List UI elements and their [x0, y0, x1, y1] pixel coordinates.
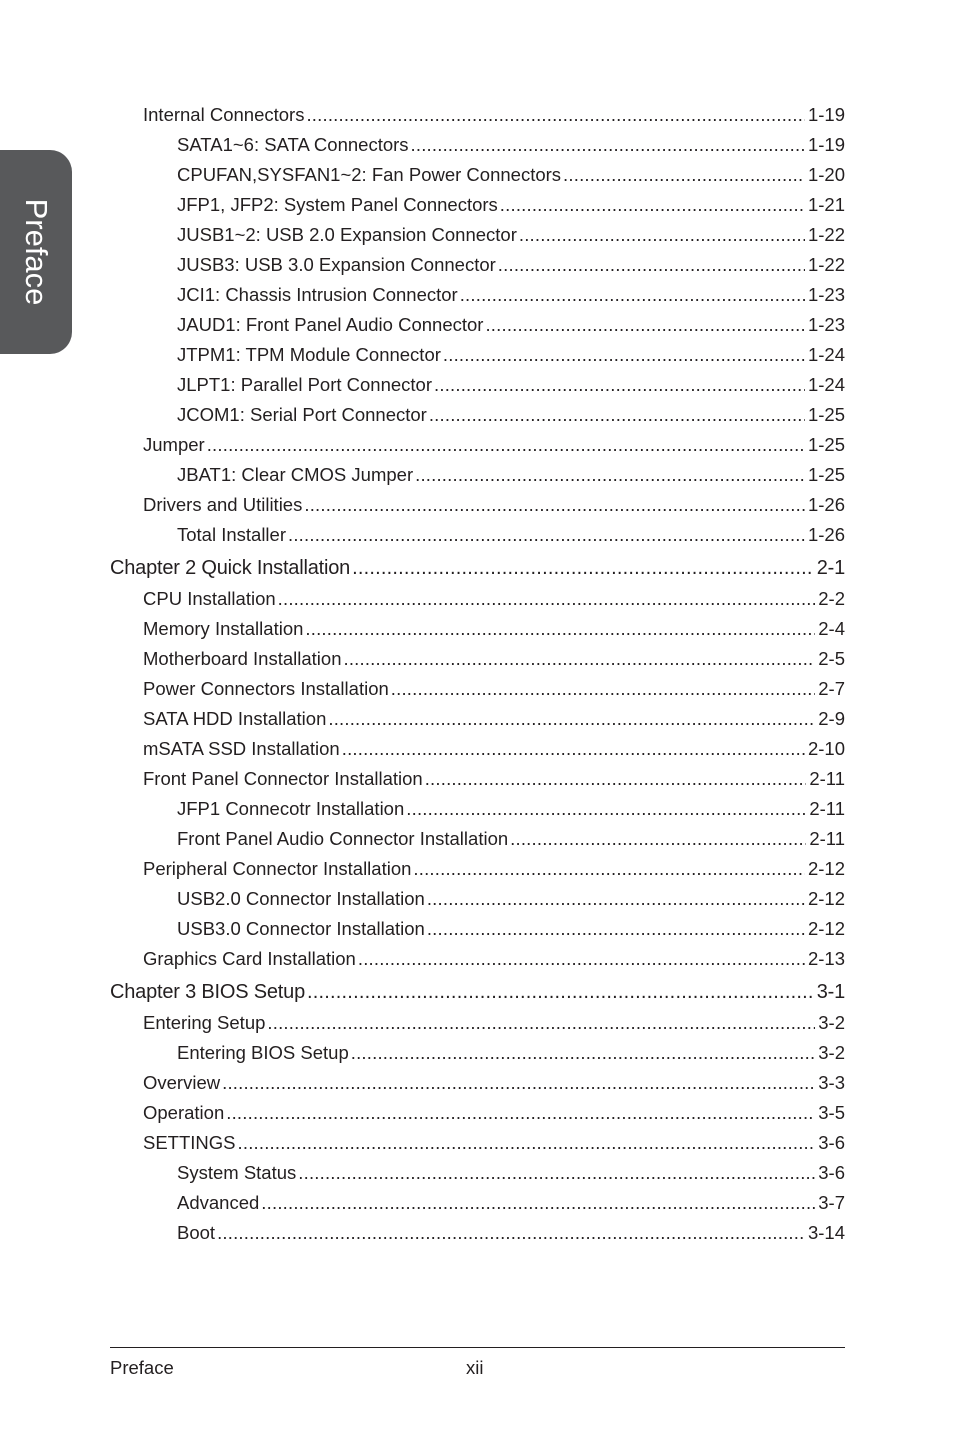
toc-entry-title: USB2.0 Connector Installation — [177, 888, 425, 909]
footer-section-name: Preface — [110, 1357, 174, 1378]
toc-entry[interactable] — [177, 251, 845, 281]
toc-dot-leader — [288, 521, 805, 549]
toc-entry[interactable] — [143, 705, 845, 735]
toc-entry-title: Entering BIOS Setup — [177, 1042, 349, 1063]
toc-entry-title: CPUFAN,SYSFAN1~2: Fan Power Connectors — [177, 164, 562, 185]
toc-dot-leader — [485, 311, 805, 339]
toc-entry[interactable] — [177, 281, 845, 311]
toc-entry[interactable] — [177, 521, 845, 551]
toc-entry-title: Graphics Card Installation — [143, 948, 356, 969]
toc-entry-title: Jumper — [143, 434, 205, 455]
toc-dot-leader — [307, 977, 814, 1007]
toc-entry-page: 3-14 — [807, 1222, 845, 1243]
toc-entry[interactable] — [143, 615, 845, 645]
toc-entry-page: 1-25 — [807, 404, 845, 425]
toc-entry-page: 2-12 — [807, 918, 845, 939]
toc-entry-page: 2-12 — [807, 888, 845, 909]
toc-entry[interactable] — [143, 431, 845, 461]
toc-dot-leader — [358, 945, 805, 973]
toc-entry[interactable] — [143, 101, 845, 131]
toc-entry[interactable] — [143, 1069, 845, 1099]
toc-entry[interactable] — [177, 191, 845, 221]
toc-dot-leader — [352, 553, 814, 583]
toc-entry-title: Front Panel Connector Installation — [143, 768, 423, 789]
footer-divider — [110, 1347, 845, 1348]
toc-dot-leader — [278, 585, 816, 613]
toc-dot-leader — [328, 705, 815, 733]
toc-entry-page: 3-6 — [818, 1132, 845, 1153]
toc-entry-title: Drivers and Utilities — [143, 494, 303, 515]
toc-entry-page: 2-13 — [807, 948, 845, 969]
toc-dot-leader — [413, 855, 805, 883]
toc-entry[interactable] — [177, 915, 845, 945]
toc-entry-page: 1-23 — [807, 284, 845, 305]
toc-dot-leader — [391, 675, 815, 703]
toc-dot-leader — [563, 161, 805, 189]
toc-entry-page: 3-1 — [816, 981, 845, 1003]
toc-entry-title: USB3.0 Connector Installation — [177, 918, 425, 939]
toc-entry-title: JLPT1: Parallel Port Connector — [177, 374, 433, 395]
toc-entry-page: 2-11 — [809, 798, 845, 819]
toc-entry-title: Entering Setup — [143, 1012, 266, 1033]
toc-entry[interactable] — [177, 1219, 845, 1249]
toc-entry-page: 2-12 — [807, 858, 845, 879]
toc-entry-page: 2-10 — [807, 738, 845, 759]
toc-entry-title: Chapter 2 Quick Installation — [110, 557, 351, 579]
toc-entry[interactable] — [143, 945, 845, 975]
toc-dot-leader — [298, 1159, 815, 1187]
toc-entry-page: 2-1 — [816, 557, 845, 579]
toc-dot-leader — [306, 101, 805, 129]
toc-entry-page: 1-22 — [807, 254, 845, 275]
toc-entry-page: 2-9 — [818, 708, 845, 729]
toc-entry-page: 1-25 — [807, 464, 845, 485]
toc-chapter-entry[interactable] — [110, 975, 845, 1009]
toc-dot-leader — [429, 401, 805, 429]
toc-entry-page: 2-11 — [809, 768, 845, 789]
toc-entry-page: 2-2 — [818, 588, 845, 609]
toc-dot-leader — [443, 341, 805, 369]
toc-entry-page: 1-25 — [807, 434, 845, 455]
toc-entry[interactable] — [143, 585, 845, 615]
toc-entry-page: 1-19 — [807, 104, 845, 125]
toc-entry-title: Power Connectors Installation — [143, 678, 389, 699]
toc-dot-leader — [238, 1129, 816, 1157]
toc-entry[interactable] — [177, 371, 845, 401]
toc-entry-page: 3-7 — [818, 1192, 845, 1213]
toc-entry-page: 3-3 — [818, 1072, 845, 1093]
toc-entry-title: System Status — [177, 1162, 297, 1183]
toc-entry[interactable] — [177, 161, 845, 191]
toc-entry-page: 1-23 — [807, 314, 845, 335]
toc-entry-title: Advanced — [177, 1192, 260, 1213]
toc-entry-page: 1-24 — [807, 374, 845, 395]
toc-entry-page: 1-26 — [807, 494, 845, 515]
toc-entry-page: 3-5 — [818, 1102, 845, 1123]
toc-entry[interactable] — [177, 461, 845, 491]
toc-dot-leader — [434, 371, 805, 399]
toc-dot-leader — [406, 795, 806, 823]
toc-entry[interactable] — [143, 1009, 845, 1039]
toc-entry-page: 2-7 — [818, 678, 845, 699]
toc-dot-leader — [411, 131, 805, 159]
toc-entry[interactable] — [177, 311, 845, 341]
toc-dot-leader — [427, 915, 805, 943]
toc-entry-page: 3-2 — [818, 1042, 845, 1063]
toc-dot-leader — [460, 281, 805, 309]
toc-entry-title: Memory Installation — [143, 618, 304, 639]
toc-entry[interactable] — [143, 735, 845, 765]
toc-entry[interactable] — [143, 1129, 845, 1159]
toc-entry-page: 1-19 — [807, 134, 845, 155]
toc-dot-leader — [343, 645, 815, 673]
toc-entry[interactable] — [143, 675, 845, 705]
toc-dot-leader — [261, 1189, 815, 1217]
toc-entry-title: CPU Installation — [143, 588, 276, 609]
toc-dot-leader — [207, 431, 805, 459]
toc-entry-title: JUSB1~2: USB 2.0 Expansion Connector — [177, 224, 517, 245]
toc-entry[interactable] — [143, 645, 845, 675]
toc-dot-leader — [415, 461, 805, 489]
toc-dot-leader — [498, 251, 805, 279]
toc-entry-page: 1-21 — [807, 194, 845, 215]
toc-entry[interactable] — [177, 1039, 845, 1069]
toc-entry[interactable] — [177, 885, 845, 915]
toc-dot-leader — [351, 1039, 816, 1067]
table-of-contents — [0, 101, 954, 1249]
toc-entry-title: Overview — [143, 1072, 221, 1093]
toc-entry-title: JFP1 Connecotr Installation — [177, 798, 405, 819]
toc-entry-title: JCOM1: Serial Port Connector — [177, 404, 427, 425]
toc-entry-title: Total Installer — [177, 524, 286, 545]
toc-dot-leader — [425, 765, 807, 793]
footer-page-number: xii — [466, 1357, 484, 1378]
toc-entry[interactable] — [177, 401, 845, 431]
toc-dot-leader — [427, 885, 805, 913]
toc-entry[interactable] — [143, 765, 845, 795]
toc-entry-page: 2-11 — [809, 828, 845, 849]
toc-entry-title: mSATA SSD Installation — [143, 738, 340, 759]
toc-entry-title: SETTINGS — [143, 1132, 236, 1153]
toc-entry-page: 1-24 — [807, 344, 845, 365]
toc-entry-title: JCI1: Chassis Intrusion Connector — [177, 284, 458, 305]
toc-entry[interactable] — [143, 491, 845, 521]
toc-dot-leader — [342, 735, 805, 763]
toc-entry-page: 1-20 — [807, 164, 845, 185]
toc-entry-title: JBAT1: Clear CMOS Jumper — [177, 464, 414, 485]
toc-entry-page: 2-5 — [818, 648, 845, 669]
toc-entry-title: Peripheral Connector Installation — [143, 858, 412, 879]
toc-entry-title: Motherboard Installation — [143, 648, 342, 669]
toc-entry[interactable] — [143, 1099, 845, 1129]
toc-entry-title: Chapter 3 BIOS Setup — [110, 981, 306, 1003]
toc-entry-page: 1-22 — [807, 224, 845, 245]
toc-entry[interactable] — [177, 825, 845, 855]
toc-dot-leader — [510, 825, 806, 853]
toc-entry-title: Boot — [177, 1222, 216, 1243]
toc-entry-title: JFP1, JFP2: System Panel Connectors — [177, 194, 498, 215]
toc-entry-title: Internal Connectors — [143, 104, 305, 125]
toc-entry[interactable] — [143, 855, 845, 885]
toc-entry-page: 2-4 — [818, 618, 845, 639]
toc-entry[interactable] — [177, 221, 845, 251]
toc-entry-title: SATA HDD Installation — [143, 708, 327, 729]
toc-dot-leader — [222, 1069, 815, 1097]
toc-entry-title: Operation — [143, 1102, 225, 1123]
toc-entry[interactable] — [177, 1159, 845, 1189]
toc-entry-title: JTPM1: TPM Module Connector — [177, 344, 441, 365]
toc-entry-title: JUSB3: USB 3.0 Expansion Connector — [177, 254, 496, 275]
side-tab-label: Preface — [19, 198, 54, 306]
toc-entry-title: JAUD1: Front Panel Audio Connector — [177, 314, 484, 335]
toc-dot-leader — [217, 1219, 805, 1247]
toc-dot-leader — [267, 1009, 815, 1037]
toc-dot-leader — [305, 615, 815, 643]
toc-chapter-entry[interactable] — [110, 551, 845, 585]
toc-dot-leader — [500, 191, 805, 219]
toc-entry-page: 3-2 — [818, 1012, 845, 1033]
toc-entry[interactable] — [177, 1189, 845, 1219]
toc-entry-title: SATA1~6: SATA Connectors — [177, 134, 409, 155]
toc-entry-page: 3-6 — [818, 1162, 845, 1183]
toc-entry[interactable] — [177, 341, 845, 371]
toc-dot-leader — [304, 491, 805, 519]
toc-entry[interactable] — [177, 795, 845, 825]
toc-dot-leader — [226, 1099, 815, 1127]
toc-entry[interactable] — [177, 131, 845, 161]
toc-entry-title: Front Panel Audio Connector Installation — [177, 828, 509, 849]
toc-dot-leader — [519, 221, 805, 249]
toc-entry-page: 1-26 — [807, 524, 845, 545]
